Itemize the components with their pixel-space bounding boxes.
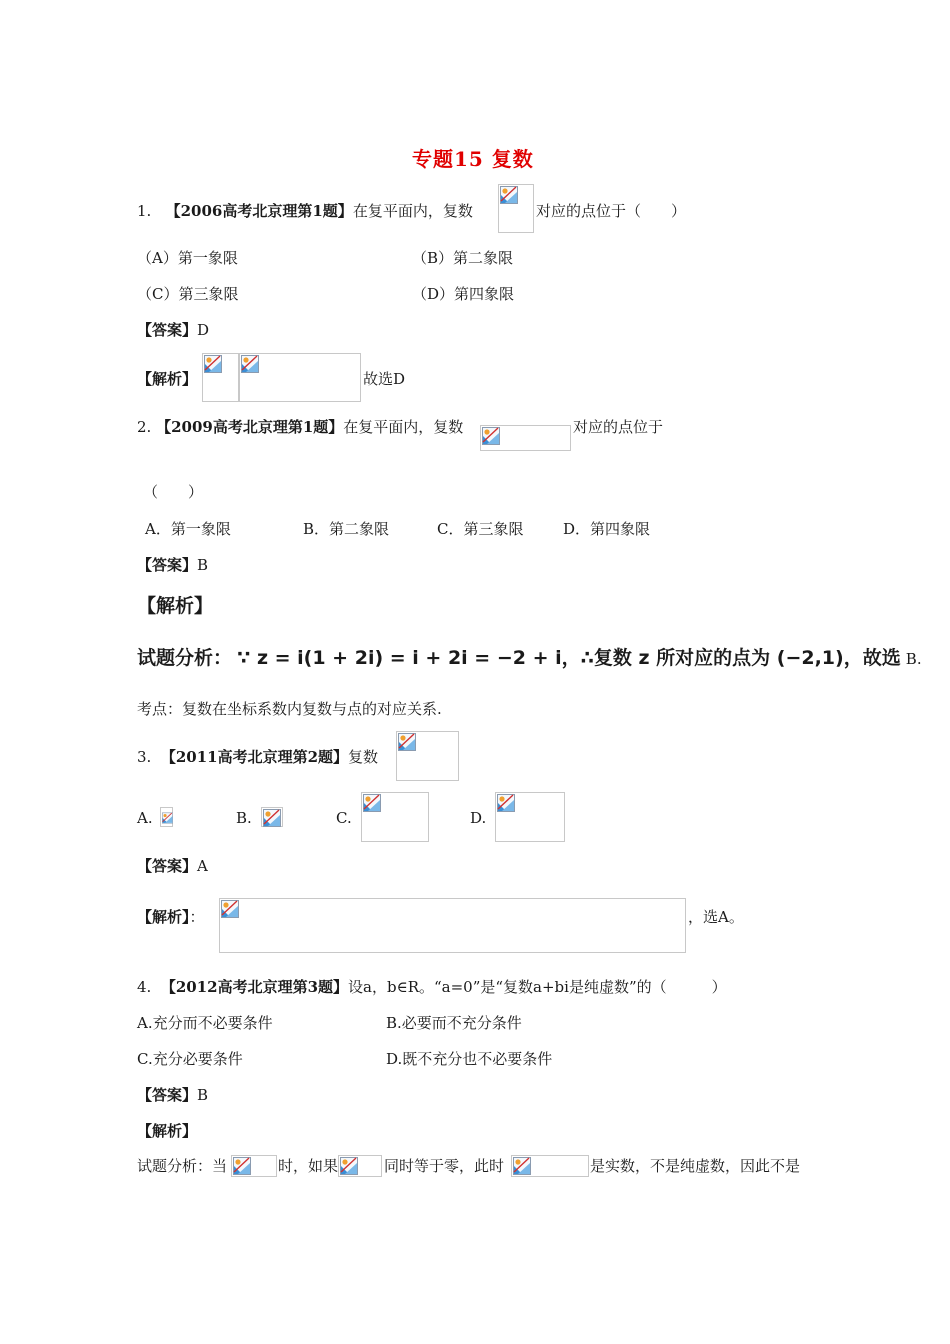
q3-analysis-colon: ： — [189, 908, 205, 926]
q2-option-b: B．第二象限 — [303, 520, 390, 538]
q4-solution-image-3 — [511, 1155, 589, 1177]
q1-stem-a: 在复平面内，复数 — [352, 202, 473, 220]
q3-tag: 【2011高考北京理第2题】 — [160, 748, 349, 766]
q3-number: 3. — [137, 748, 152, 766]
broken-image-icon — [233, 1157, 251, 1175]
page-title: 专题15 复数 — [412, 147, 534, 171]
q3-option-b-image — [261, 807, 283, 827]
broken-image-icon — [363, 794, 381, 812]
q4-option-d: D.既不充分也不必要条件 — [386, 1050, 553, 1068]
q3-option-b-label: B. — [236, 809, 252, 827]
q2-solution-end: B. — [905, 650, 922, 668]
broken-image-icon — [500, 186, 518, 204]
q3-option-c-image — [361, 792, 429, 842]
q4-answer-value: B — [197, 1086, 209, 1104]
q4-solution-c: 同时等于零，此时 — [384, 1157, 505, 1175]
q1-number: 1. — [137, 202, 152, 220]
q2-option-d: D．第四象限 — [563, 520, 651, 538]
q2-stem-b: 对应的点位于 — [573, 418, 664, 436]
broken-image-icon — [398, 733, 416, 751]
q2-answer-label: 【答案】 — [137, 556, 198, 574]
q3-option-c-label: C. — [336, 809, 352, 827]
q3-answer-value: A — [197, 857, 208, 875]
q4-solution-image-2 — [338, 1155, 382, 1177]
q4-stem-text: 设a，b∈R。“a=0”是“复数a+bi是纯虚数”的（ ） — [348, 978, 727, 996]
q3-analysis-tail: ，选A。 — [688, 908, 744, 926]
q1-option-d: （D）第四象限 — [412, 285, 515, 303]
q2-stem — [137, 417, 463, 437]
q1-stem — [137, 201, 473, 221]
broken-image-icon — [221, 900, 239, 918]
broken-image-icon — [241, 355, 259, 373]
q2-formula-image — [480, 425, 571, 451]
q3-analysis-image — [219, 898, 686, 953]
q3-answer — [137, 856, 208, 876]
q2-stem-a: 在复平面内，复数 — [343, 418, 464, 436]
q4-tag: 【2012高考北京理第3题】 — [160, 978, 349, 996]
q1-answer — [137, 320, 209, 340]
q3-stem — [137, 747, 378, 767]
q4-solution-image-1 — [231, 1155, 277, 1177]
q1-analysis-label: 【解析】 — [137, 370, 198, 388]
q2-analysis-label: 【解析】 — [137, 595, 214, 617]
q1-answer-value: D — [197, 321, 210, 339]
broken-image-icon — [513, 1157, 531, 1175]
q4-option-b: B.必要而不充分条件 — [386, 1014, 522, 1032]
q1-option-c: （C）第三象限 — [137, 285, 239, 303]
q1-option-b: （B）第二象限 — [412, 249, 514, 267]
q2-paren: （ ） — [143, 483, 204, 501]
q4-option-a: A.充分而不必要条件 — [137, 1014, 273, 1032]
q1-answer-label: 【答案】 — [137, 321, 198, 339]
q4-analysis-label: 【解析】 — [137, 1122, 198, 1140]
broken-image-icon — [482, 427, 500, 445]
q1-analysis-image-1 — [202, 353, 239, 402]
q2-tag: 【2009高考北京理第1题】 — [156, 418, 344, 436]
broken-image-icon — [340, 1157, 358, 1175]
q4-answer-label: 【答案】 — [137, 1086, 198, 1104]
q1-tag: 【2006高考北京理第1题】 — [165, 202, 353, 220]
q2-solution — [137, 643, 922, 670]
q4-solution-d: 是实数，不是纯虚数，因此不是 — [590, 1157, 801, 1175]
q3-analysis-label: 【解析】 — [137, 908, 190, 926]
q3-option-d-image — [495, 792, 565, 842]
q3-option-d-label: D. — [470, 809, 487, 827]
q3-option-a-label: A. — [137, 809, 153, 827]
q2-answer — [137, 555, 208, 575]
q1-analysis-image-2 — [239, 353, 361, 402]
broken-image-icon — [263, 809, 281, 827]
q1-analysis-tail: 故选D — [363, 370, 406, 388]
q4-solution-a: 试题分析：当 — [137, 1157, 228, 1175]
q4-stem — [137, 977, 727, 997]
broken-image-icon — [162, 809, 173, 827]
q4-option-c: C.充分必要条件 — [137, 1050, 243, 1068]
q2-solution-formula: ∵ z = i(1 + 2i) = i + 2i = −2 + i，∴复数 z 所对应的点为 (−2,1)，故选 — [237, 647, 901, 669]
q1-stem-b: 对应的点位于（ ） — [536, 202, 687, 220]
q4-number: 4. — [137, 978, 152, 996]
q2-option-a: A．第一象限 — [145, 520, 231, 538]
q2-option-c: C．第三象限 — [437, 520, 524, 538]
broken-image-icon — [497, 794, 515, 812]
q3-formula-image — [396, 731, 459, 781]
q2-answer-value: B — [197, 556, 209, 574]
q3-answer-label: 【答案】 — [137, 857, 198, 875]
broken-image-icon — [204, 355, 222, 373]
q2-kaodian: 考点：复数在坐标系数内复数与点的对应关系. — [137, 700, 442, 718]
q2-solution-prefix: 试题分析： — [137, 647, 233, 669]
q4-answer — [137, 1085, 208, 1105]
q3-analysis — [137, 907, 205, 927]
q4-solution-b: 时，如果 — [278, 1157, 339, 1175]
q3-stem-text: 复数 — [348, 748, 379, 766]
q2-number: 2. — [137, 418, 152, 436]
q3-option-a-image — [160, 807, 173, 827]
q1-formula-image — [498, 184, 534, 233]
q1-option-a: （A）第一象限 — [137, 249, 238, 267]
